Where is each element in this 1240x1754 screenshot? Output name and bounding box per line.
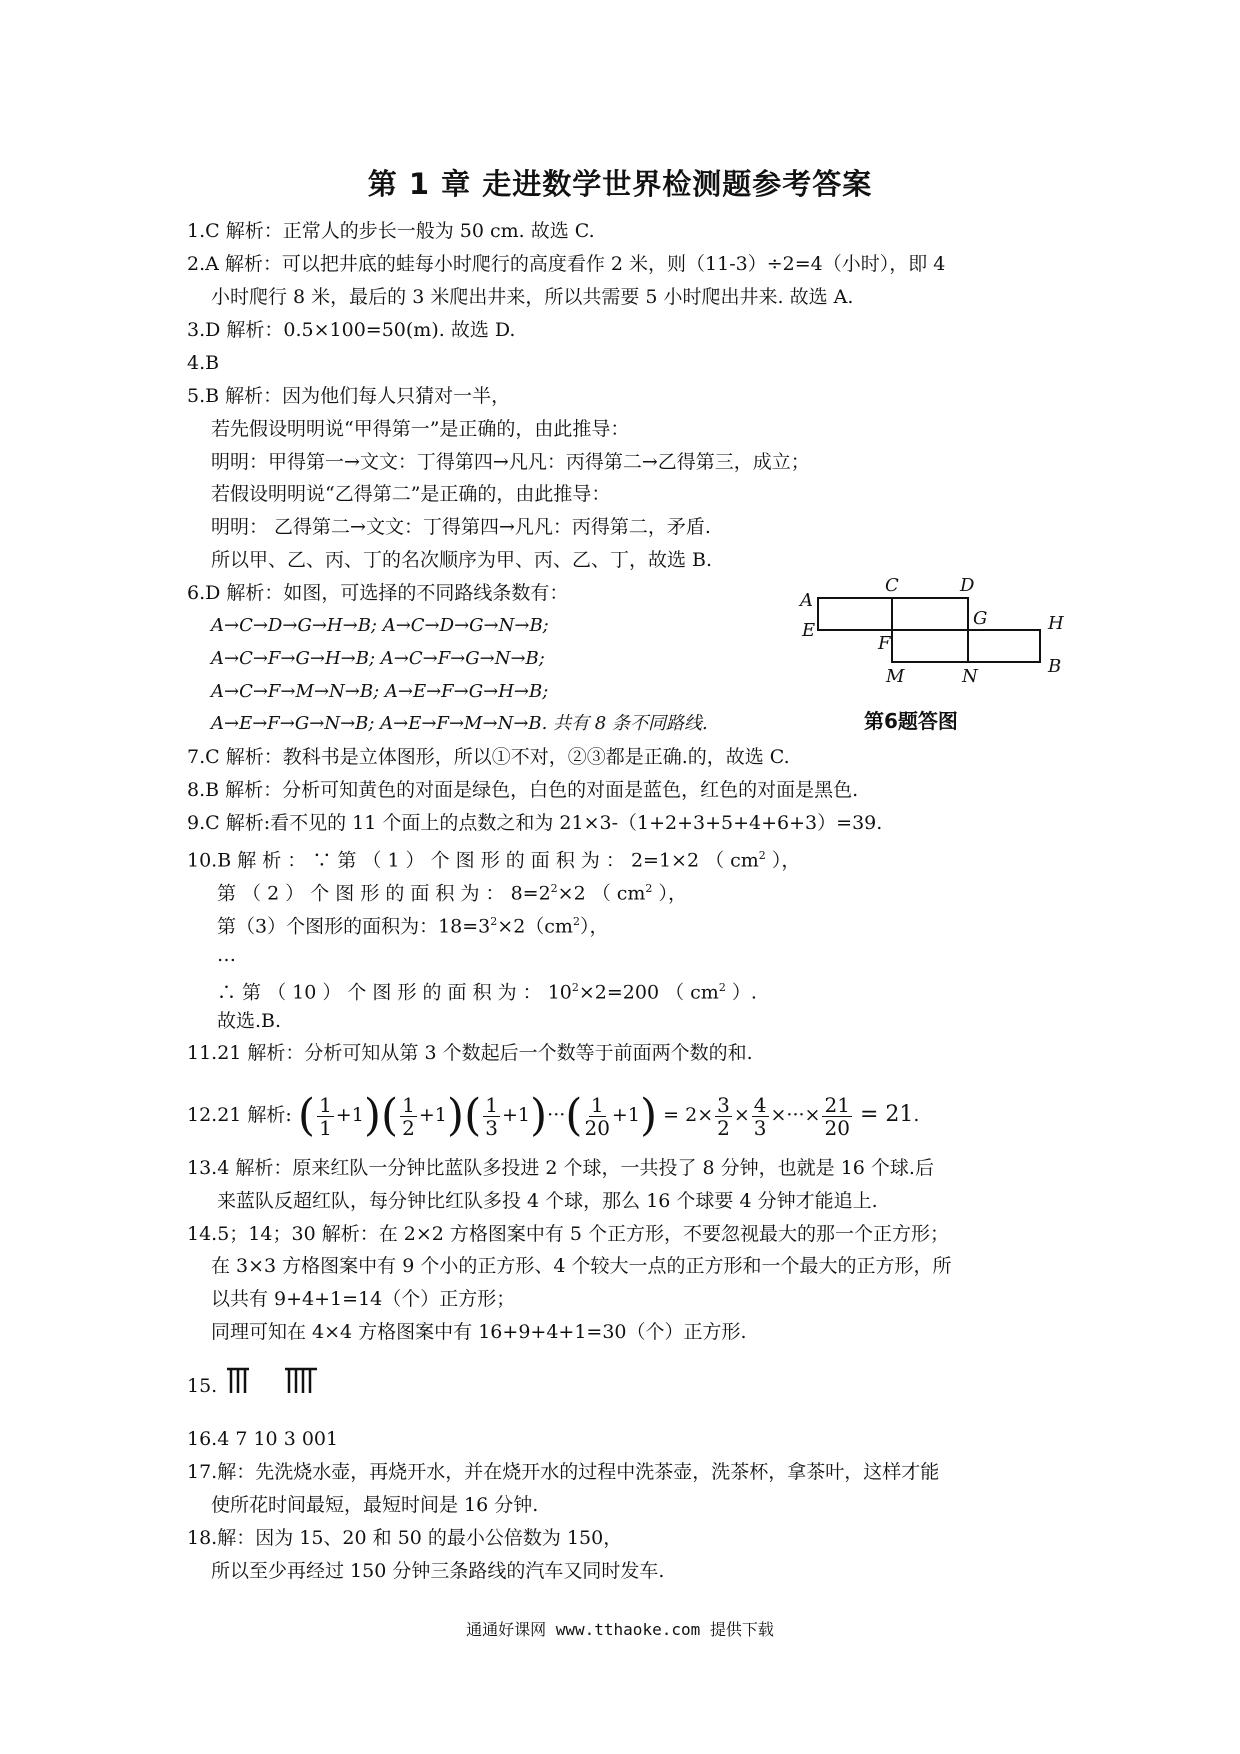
answer-10-text: ），	[765, 849, 801, 872]
answer-10-text: ×2=200 （ cm	[578, 981, 719, 1004]
answer-2-line2: 小时爬行 8 米，最后的 3 米爬出井来，所以共需要 5 小时爬出井来. 故选 A.	[211, 286, 854, 308]
paren-open: (	[297, 1090, 316, 1141]
answer-10-line2	[217, 877, 687, 905]
label-C: C	[885, 575, 899, 596]
paren-open: (	[464, 1090, 482, 1141]
answer-6-routes2: A→C→F→G→H→B; A→C→F→G→N→B;	[211, 648, 545, 669]
superscript: 2	[572, 915, 580, 928]
answer-14-line4: 同理可知在 4×4 方格图案中有 16+9+4+1=30（个）正方形.	[211, 1321, 747, 1343]
fraction: $\frac{1}{1}$	[319, 1092, 332, 1140]
page-title: 第 1 章 走进数学世界检测题参考答案	[367, 167, 873, 201]
answer-10-line4: …	[217, 944, 236, 966]
answer-13-line1: 13.4 解析：原来红队一分钟比蓝队多投进 2 个球，一共投了 8 分钟，也就是 16 个球.后	[187, 1157, 934, 1179]
answer-14-line2: 在 3×3 方格图案中有 9 个小的正方形、4 个较大一点的正方形和一个最大的正方形，所	[211, 1255, 952, 1277]
answer-10-text: 第（3）个图形的面积为：18=3	[217, 915, 491, 938]
plus-one: +1	[611, 1104, 640, 1126]
answer-6-routes4: A→E→F→G→N→B; A→E→F→M→N→B. 共有 8 条不同路线.	[211, 713, 708, 734]
fraction: $\frac{4}{3}$	[753, 1092, 767, 1140]
ellipsis: ···	[547, 1104, 566, 1126]
answer-5-line5: 明明： 乙得第二→文文：丁得第四→凡凡：丙得第二，矛盾.	[211, 516, 711, 538]
answer-5-line2: 若先假设明明说“甲得第一”是正确的，由此推导：	[211, 418, 630, 440]
paren-open: (	[565, 1090, 583, 1141]
bottom-rectangle	[892, 630, 1040, 662]
answer-17-line1: 17.解：先洗烧水壶，再烧开水，并在烧开水的过程中洗茶壶，洗茶杯，拿茶叶，这样才能	[187, 1461, 940, 1483]
answer-10-text: 10.B 解 析 ： ∵ 第 （ 1 ） 个 图 形 的 面 积 为 ： 2=1×2 （ cm	[187, 849, 759, 872]
plus-one: +1	[335, 1104, 364, 1126]
answer-3: 3.D 解析：0.5×100=50(m). 故选 D.	[187, 319, 516, 341]
paren-open: (	[380, 1090, 399, 1141]
answer-15	[187, 1374, 217, 1398]
answer-16: 16.4 7 10 3 001	[187, 1428, 339, 1450]
times-sign: ×	[733, 1104, 750, 1126]
answer-10-text: ）.	[725, 981, 757, 1004]
answer-6-line1: 6.D 解析：如图，可选择的不同路线条数有：	[187, 582, 569, 604]
answer-14-line1: 14.5；14；30 解析：在 2×2 方格图案中有 5 个正方形，不要忽视最大的那一个正方形；	[187, 1223, 950, 1245]
superscript: 2	[645, 882, 653, 895]
answer-8: 8.B 解析：分析可知黄色的对面是绿色，白色的对面是蓝色，红色的对面是黑色.	[187, 779, 859, 801]
label-N: N	[962, 666, 978, 687]
answer-11: 11.21 解析：分析可知从第 3 个数起后一个数等于前面两个数的和.	[187, 1042, 753, 1064]
answer-12	[187, 1085, 919, 1145]
paren-close: )	[363, 1090, 381, 1141]
answer-18-line1: 18.解：因为 15、20 和 50 的最小公倍数为 150，	[187, 1527, 623, 1549]
fraction: $\frac{1}{3}$	[485, 1092, 498, 1140]
paren-close: )	[639, 1090, 658, 1141]
superscript: 2	[758, 849, 766, 862]
answer-10-text: ∴ 第 （ 10 ） 个 图 形 的 面 积 为 ： 10	[217, 981, 572, 1004]
superscript: 2	[571, 981, 579, 994]
fraction: $\frac{1}{20}$	[584, 1092, 610, 1140]
answer-12-label: 12.21 解析:	[187, 1104, 292, 1126]
answer-13-line2: 来蓝队反超红队，每分钟比红队多投 4 个球，那么 16 个球要 4 分钟才能追上.	[217, 1190, 878, 1212]
equals-two-times: = 2×	[663, 1104, 714, 1126]
answer-1: 1.C 解析：正常人的步长一般为 50 cm. 故选 C.	[187, 220, 595, 242]
route-diagram	[790, 574, 1080, 689]
answer-5-line6: 所以甲、乙、丙、丁的名次顺序为甲、丙、乙、丁，故选 B.	[211, 549, 713, 571]
answer-6-routes3: A→C→F→M→N→B; A→E→F→G→H→B;	[211, 681, 549, 702]
answer-15-label: 15.	[187, 1375, 218, 1397]
plus-one: +1	[418, 1104, 447, 1126]
period: .	[913, 1104, 920, 1126]
fraction: $\frac{3}{2}$	[717, 1092, 730, 1140]
label-M: M	[886, 666, 905, 687]
superscript: 2	[550, 882, 558, 895]
fraction: $\frac{21}{20}$	[824, 1092, 850, 1140]
label-F: F	[878, 633, 891, 654]
label-B: B	[1048, 656, 1062, 677]
superscript: 2	[490, 915, 498, 928]
answer-10-text: ×2 （ cm	[557, 882, 646, 905]
label-G: G	[973, 608, 988, 629]
label-E: E	[802, 620, 816, 641]
answer-6-routes1: A→C→D→G→H→B; A→C→D→G→N→B;	[211, 615, 549, 636]
answer-14-line3: 以共有 9+4+1=14（个）正方形；	[211, 1288, 516, 1310]
answer-17-line2: 使所花时间最短，最短时间是 16 分钟.	[211, 1494, 539, 1516]
answer-5-line1: 5.B 解析：因为他们每人只猜对一半，	[187, 385, 511, 407]
answer-2-line1: 2.A 解析：可以把井底的蛙每小时爬行的高度看作 2 米，则（11-3）÷2=4（小时），即 4	[187, 253, 946, 275]
answer-9: 9.C 解析:看不见的 11 个面上的点数之和为 21×3-（1+2+3+5+4+6+3）=39.	[187, 812, 883, 834]
answer-10-line6: 故选.B.	[217, 1010, 282, 1032]
figure-caption: 第6题答图	[864, 709, 958, 733]
plus-one: +1	[501, 1104, 530, 1126]
footer-credit: 通通好课网 www.tthaoke.com 提供下载	[466, 1620, 774, 1639]
answer-10-line1	[187, 844, 800, 872]
result: = 21	[859, 1102, 914, 1127]
paren-close: )	[530, 1090, 548, 1141]
answer-4: 4.B	[187, 352, 220, 374]
superscript: 2	[718, 981, 726, 994]
paren-close: )	[446, 1090, 465, 1141]
answer-7: 7.C 解析：教科书是立体图形，所以①不对，②③都是正确.的，故选 C.	[187, 746, 790, 768]
answer-10-text: ×2（cm	[497, 915, 573, 938]
answer-10-text: 第 （ 2 ） 个 图 形 的 面 积 为 ： 8=2	[217, 882, 551, 905]
label-A: A	[800, 590, 813, 611]
answer-10-text: ），	[652, 882, 687, 905]
label-D: D	[960, 575, 975, 596]
label-H: H	[1048, 613, 1064, 634]
times-dots: ×···×	[770, 1104, 821, 1126]
rod-numeral-icon	[225, 1366, 325, 1396]
answer-10-text: ），	[579, 915, 609, 938]
answer-10-line5	[217, 976, 757, 1004]
answer-5-line3: 明明：甲得第一→文文：丁得第四→凡凡：丙得第二→乙得第三，成立；	[211, 451, 810, 473]
answer-18-line2: 所以至少再经过 150 分钟三条路线的汽车又同时发车.	[211, 1560, 665, 1582]
answer-10-line3	[217, 910, 608, 938]
fraction: $\frac{1}{2}$	[402, 1092, 415, 1140]
answer-5-line4: 若假设明明说“乙得第二”是正确的，由此推导：	[211, 483, 611, 505]
